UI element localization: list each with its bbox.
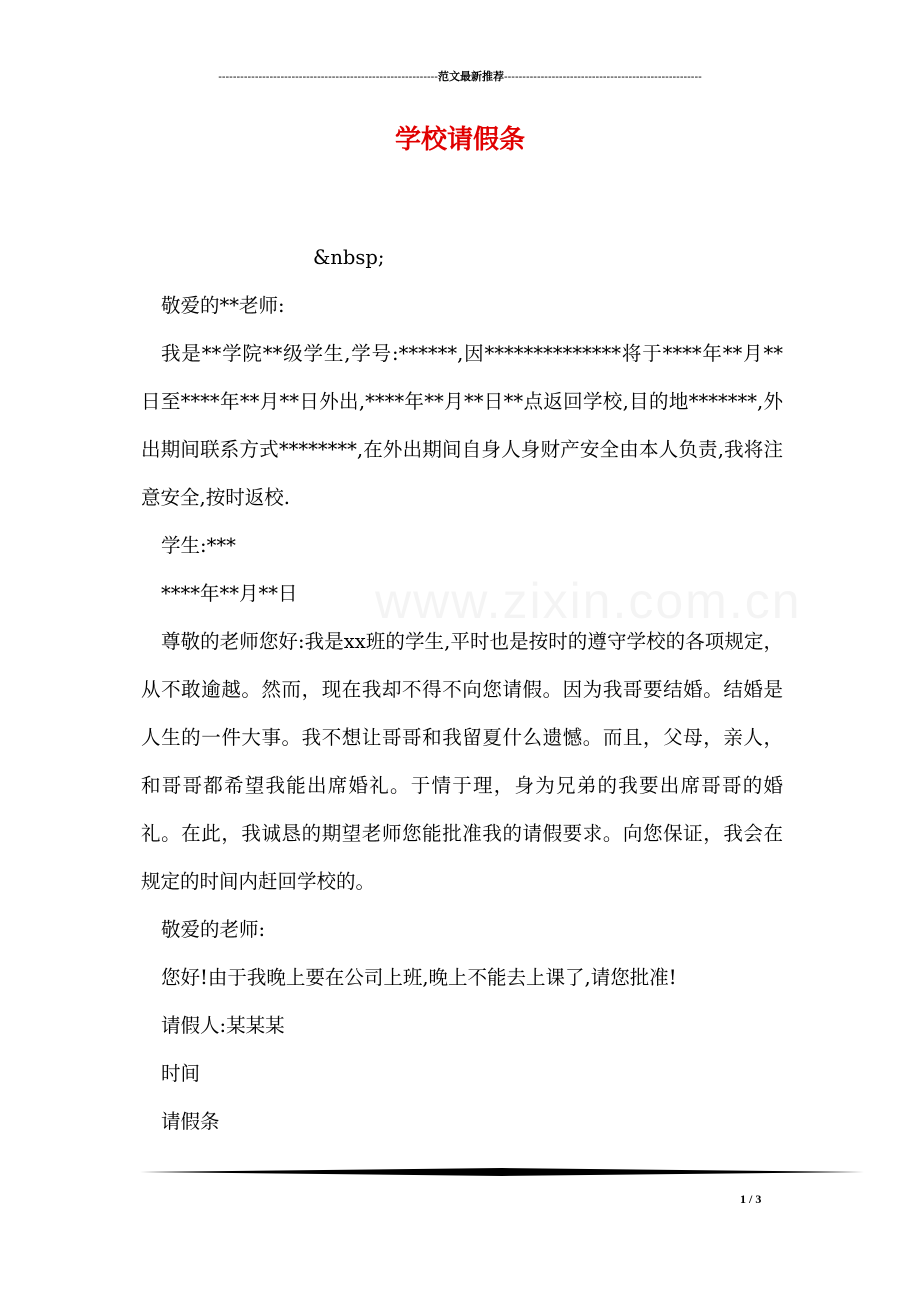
paragraph-greeting-1: 敬爱的**老师: — [161, 294, 285, 317]
paragraph-requester: 请假人:某某某 — [161, 1014, 285, 1037]
paragraph-student-signature: 学生:*** — [161, 534, 236, 557]
document-title: 学校请假条 — [394, 125, 525, 155]
paragraph-date-1: ****年**月**日 — [161, 582, 298, 605]
paragraph-request-1: 我是**学院**级学生,学号:******,因**************将于****年**月**日至****年**月**日外出,****年**月**日**点返回学校,目的地*******,外出期间联系方式********,在外出期间自身人身财产安全由本人负责,我将注意安全,按时返校. — [141, 342, 783, 509]
header-label: 范文最新推荐 — [437, 71, 504, 83]
paragraph-request-3: 您好!由于我晚上要在公司上班,晚上不能去上课了,请您批准! — [161, 966, 677, 989]
paragraph-request-2: 尊敬的老师您好:我是xx班的学生,平时也是按时的遵守学校的各项规定，从不敢逾越。然而，现在我却不得不向您请假。因为我哥要结婚。结婚是人生的一件大事。我不想让哥哥和我留夏什么遗憾。而且，父母，亲人，和哥哥都希望我能出席婚礼。于情于理，身为兄弟的我要出席哥哥的婚礼。在此，我诚恳的期望老师您能批准我的请假要求。向您保证，我会在规定的时间内赶回学校的。 — [141, 630, 783, 893]
page-header — [140, 66, 780, 88]
paragraph-greeting-2: 敬爱的老师: — [161, 918, 266, 941]
header-dashes-right: ------------------------------------------------------ — [503, 71, 702, 83]
document-body — [141, 234, 783, 1146]
page-number: 1 / 3 — [740, 1192, 762, 1206]
header-dashes-left: ------------------------------------------------------------ — [218, 71, 438, 83]
paragraph-title-repeat: 请假条 — [161, 1110, 220, 1133]
footer-rule — [140, 1168, 864, 1176]
paragraph-nbsp: &nbsp; — [313, 246, 385, 269]
paragraph-time: 时间 — [161, 1062, 201, 1085]
